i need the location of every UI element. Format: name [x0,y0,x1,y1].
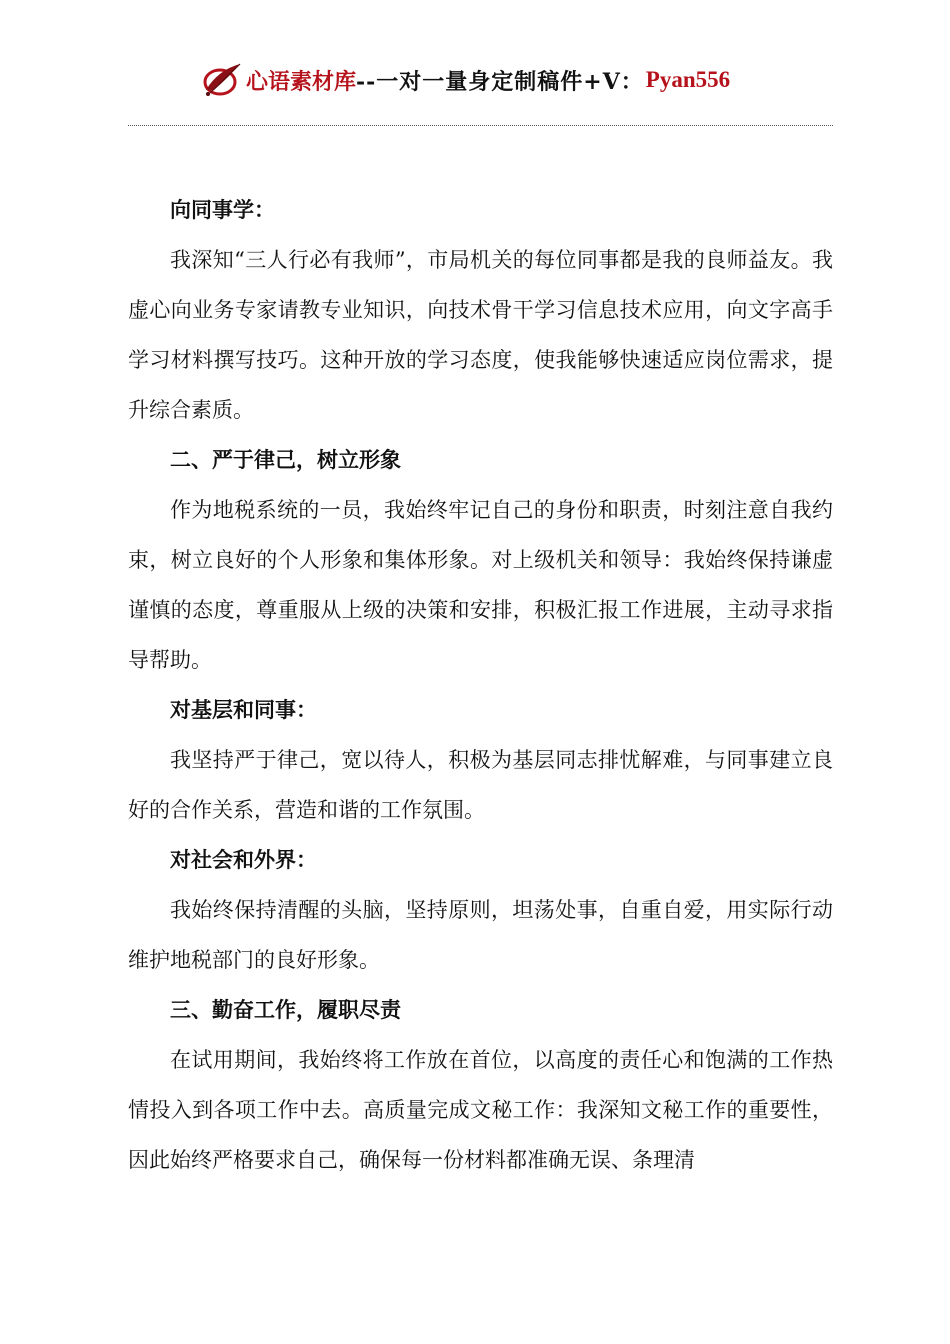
body-paragraph: 我始终保持清醒的头脑，坚持原则，坦荡处事，自重自爱，用实际行动维护地税部门的良好形象。 [128,898,833,972]
section-heading: 向同事学： [170,197,275,222]
section-heading: 对社会和外界： [170,847,317,872]
header-divider [128,125,833,126]
body-paragraph: 我深知“三人行必有我师”，市局机关的每位同事都是我的良师益友。我虚心向业务专家请教专业知识，向技术骨干学习信息技术应用，向文字高手学习材料撰写技巧。这种开放的学习态度，使我能够快速适应岗位需求，提升综合素质。 [128,248,833,422]
body-paragraph: 在试用期间，我始终将工作放在首位，以高度的责任心和饱满的工作热情投入到各项工作中去。高质量完成文秘工作：我深知文秘工作的重要性，因此始终严格要求自己，确保每一份材料都准确无误、条理清 [128,1048,833,1172]
header-tagline: --一对一量身定制稿件+V： [356,68,644,95]
brand-name: 心语素材库 [246,68,357,95]
page-header [200,58,730,102]
section-heading: 三、勤奋工作，履职尽责 [170,997,401,1022]
body-paragraph: 作为地税系统的一员，我始终牢记自己的身份和职责，时刻注意自我约束，树立良好的个人形象和集体形象。对上级机关和领导：我始终保持谦虚谨慎的态度，尊重服从上级的决策和安排，积极汇报工作进展，主动寻求指导帮助。 [128,498,833,672]
document-body [128,185,833,1185]
body-paragraph: 我坚持严于律己，宽以待人，积极为基层同志排忧解难，与同事建立良好的合作关系，营造和谐的工作氛围。 [128,748,833,822]
contact-id: Pyan556 [645,67,731,92]
section-heading: 二、严于律己，树立形象 [170,447,401,472]
section-heading: 对基层和同事： [170,697,317,722]
quill-pen-icon [200,60,244,100]
